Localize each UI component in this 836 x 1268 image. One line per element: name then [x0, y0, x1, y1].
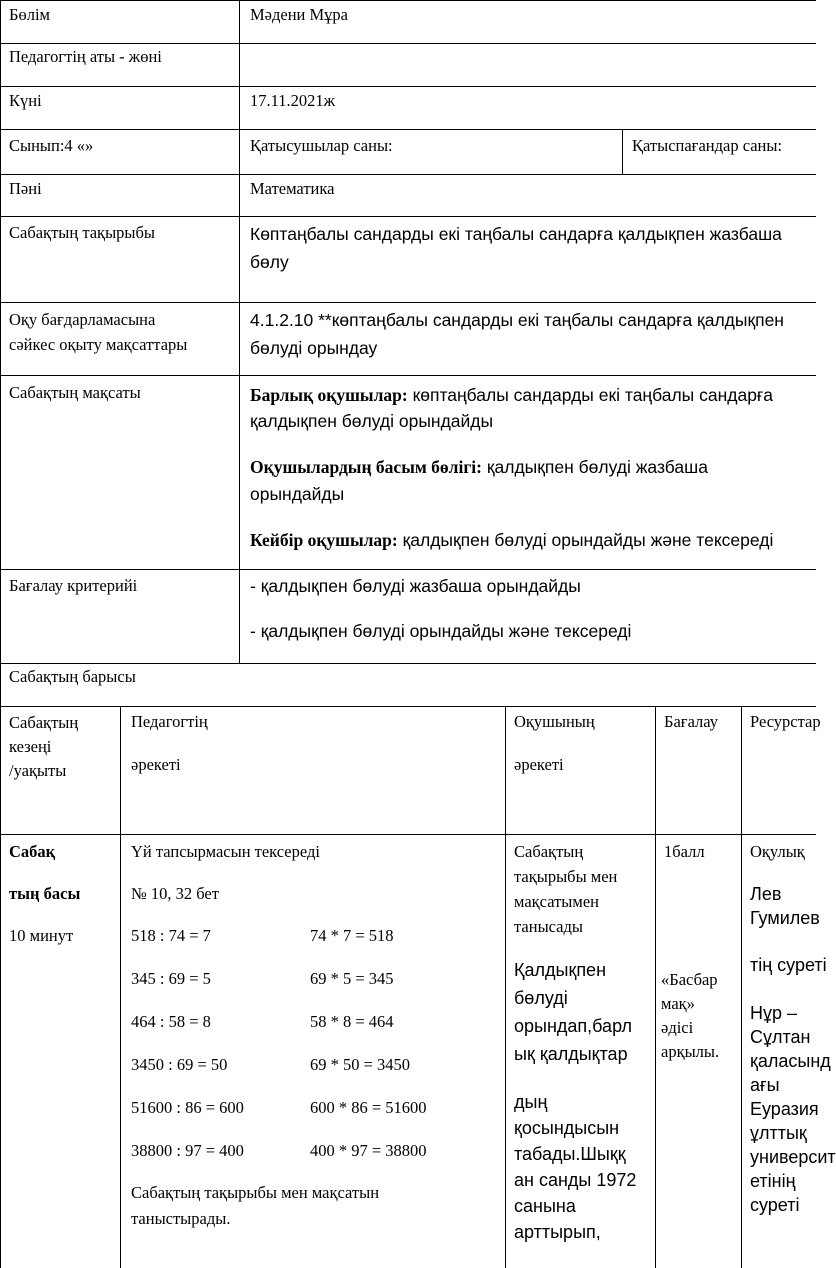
assessment-score: 1балл: [664, 842, 705, 861]
lesson-progress-label: Сабақтың барысы: [9, 667, 136, 686]
equation-check: 400 * 97 = 38800: [310, 1141, 427, 1160]
topic-line-2: бөлу: [250, 252, 289, 272]
goal-most-bold: Оқушылардың басым бөлігі:: [250, 457, 482, 477]
equation-division: 51600 : 86 = 600: [131, 1098, 244, 1117]
resource-university-line: Нұр –: [750, 1003, 798, 1023]
col-student-line-1: Оқушының: [514, 712, 595, 731]
equation-division: 345 : 69 = 5: [131, 969, 211, 988]
col-teacher-line-1: Педагогтің: [131, 712, 208, 731]
subject-value: Математика: [250, 179, 335, 198]
goal-most-line-2: орындайды: [250, 484, 345, 504]
student-activity-line: танысады: [514, 917, 583, 936]
student-activity-line: Сабақтың: [514, 842, 584, 861]
criteria-label: Бағалау критерийі: [9, 576, 138, 595]
col-resources: Ресурстар: [750, 712, 821, 731]
equation-check: 69 * 50 = 3450: [310, 1055, 411, 1074]
col-stage-line-3: /уақыты: [9, 761, 67, 780]
assessment-method-line: әдісі: [661, 1018, 694, 1037]
resource-portrait-line: Гумилев: [750, 908, 820, 928]
student-activity-line: қосындысын: [514, 1118, 620, 1138]
resource-university-line: ағы: [750, 1075, 780, 1095]
equation-division: 38800 : 97 = 400: [131, 1141, 244, 1160]
resource-portrait-caption: тің суреті: [750, 955, 827, 975]
resource-university-line: Сұлтан: [750, 1027, 811, 1047]
equation-check: 74 * 7 = 518: [310, 926, 394, 945]
teacher-activity-ref: № 10, 32 бет: [131, 884, 219, 903]
program-objective-line-1: 4.1.2.10 **көптаңбалы сандарды екі таңбалы сандарға қалдықпен: [250, 310, 784, 330]
equation-division: 3450 : 69 = 50: [131, 1055, 228, 1074]
col-student-line-2: әрекеті: [514, 755, 564, 774]
program-label-1: Оқу бағдарламасына: [9, 310, 156, 329]
resource-university-line: етінің: [750, 1171, 796, 1191]
class-label: Сынып:4 «»: [9, 136, 94, 155]
student-activity-line: санына: [514, 1196, 576, 1216]
resource-textbook: Оқулық: [750, 842, 805, 861]
equation-check: 69 * 5 = 345: [310, 969, 394, 988]
stage-title-line-2: тың басы: [9, 884, 81, 903]
resource-university-line: қаласынд: [750, 1051, 831, 1071]
section-label: Бөлім: [9, 5, 50, 24]
student-activity-line: табады.Шыққ: [514, 1144, 626, 1164]
criteria-item-2: - қалдықпен бөлуді орындайды және тексереді: [250, 621, 632, 641]
teacher-activity-outro-line-1: Сабақтың тақырыбы мен мақсатын: [131, 1183, 380, 1202]
resource-university-line: ұлттық: [750, 1123, 807, 1143]
teacher-activity-intro: Үй тапсырмасын тексереді: [131, 842, 320, 861]
teacher-activity-outro-line-2: таныстырады.: [131, 1209, 231, 1228]
criteria-item-1: - қалдықпен бөлуді жазбаша орындайды: [250, 576, 581, 596]
student-activity-line: мақсатымен: [514, 892, 599, 911]
teacher-label: Педагогтің аты - жөні: [9, 47, 162, 66]
student-activity-line: ан санды 1972: [514, 1170, 637, 1190]
resource-university-line: университ: [750, 1147, 836, 1167]
student-activity-line: бөлуді: [514, 988, 568, 1008]
col-assessment: Бағалау: [664, 712, 719, 731]
goal-some-bold: Кейбір оқушылар:: [250, 530, 398, 550]
goal-all-line-2: қалдықпен бөлуді орындайды: [250, 411, 494, 431]
equation-division: 464 : 58 = 8: [131, 1012, 211, 1031]
date-label: Күні: [9, 91, 42, 110]
assessment-method-line: «Басбар: [661, 970, 718, 989]
col-stage-line-1: Сабақтың: [9, 713, 79, 732]
present-count-label: Қатысушылар саны:: [250, 136, 393, 155]
stage-title-line-1: Сабақ: [9, 842, 56, 861]
goal-label: Сабақтың мақсаты: [9, 383, 141, 402]
goal-all-line-1: Барлық оқушылар: көптаңбалы сандарды екі таңбалы сандарға: [250, 385, 774, 405]
resource-university-line: суреті: [750, 1195, 800, 1215]
absent-count-label: Қатыспағандар саны:: [632, 136, 783, 155]
topic-label: Сабақтың тақырыбы: [9, 223, 155, 242]
date-value: 17.11.2021ж: [250, 91, 336, 110]
program-label-2: сәйкес оқыту мақсаттары: [9, 335, 188, 354]
goal-most-line-1: Оқушылардың басым бөлігі: қалдықпен бөлуді жазбаша: [250, 457, 708, 477]
col-teacher-line-2: әрекеті: [131, 755, 181, 774]
student-activity-line: арттырып,: [514, 1222, 601, 1242]
student-activity-line: Қалдықпен: [514, 960, 607, 980]
resource-university-line: Еуразия: [750, 1099, 819, 1119]
stage-time: 10 минут: [9, 926, 74, 945]
student-activity-line: орындап,барл: [514, 1016, 632, 1036]
resource-portrait-line: Лев: [750, 884, 782, 904]
equation-check: 600 * 86 = 51600: [310, 1098, 427, 1117]
section-value: Мәдени Мұра: [250, 5, 348, 24]
student-activity-line: дың: [514, 1092, 548, 1112]
col-stage-line-2: кезеңі: [9, 737, 52, 756]
student-activity-line: тақырыбы мен: [514, 867, 618, 886]
topic-line-1: Көптаңбалы сандарды екі таңбалы сандарға қалдықпен жазбаша: [250, 224, 782, 244]
goal-some-line-1: Кейбір оқушылар: қалдықпен бөлуді орындайды және тексереді: [250, 530, 774, 550]
assessment-method-line: арқылы.: [661, 1042, 720, 1061]
goal-all-bold: Барлық оқушылар:: [250, 385, 408, 405]
equation-division: 518 : 74 = 7: [131, 926, 211, 945]
program-objective-line-2: бөлуді орындау: [250, 338, 378, 358]
equation-check: 58 * 8 = 464: [310, 1012, 394, 1031]
subject-label: Пәні: [9, 179, 42, 198]
student-activity-line: ық қалдықтар: [514, 1044, 628, 1064]
assessment-method-line: мақ»: [661, 994, 695, 1013]
